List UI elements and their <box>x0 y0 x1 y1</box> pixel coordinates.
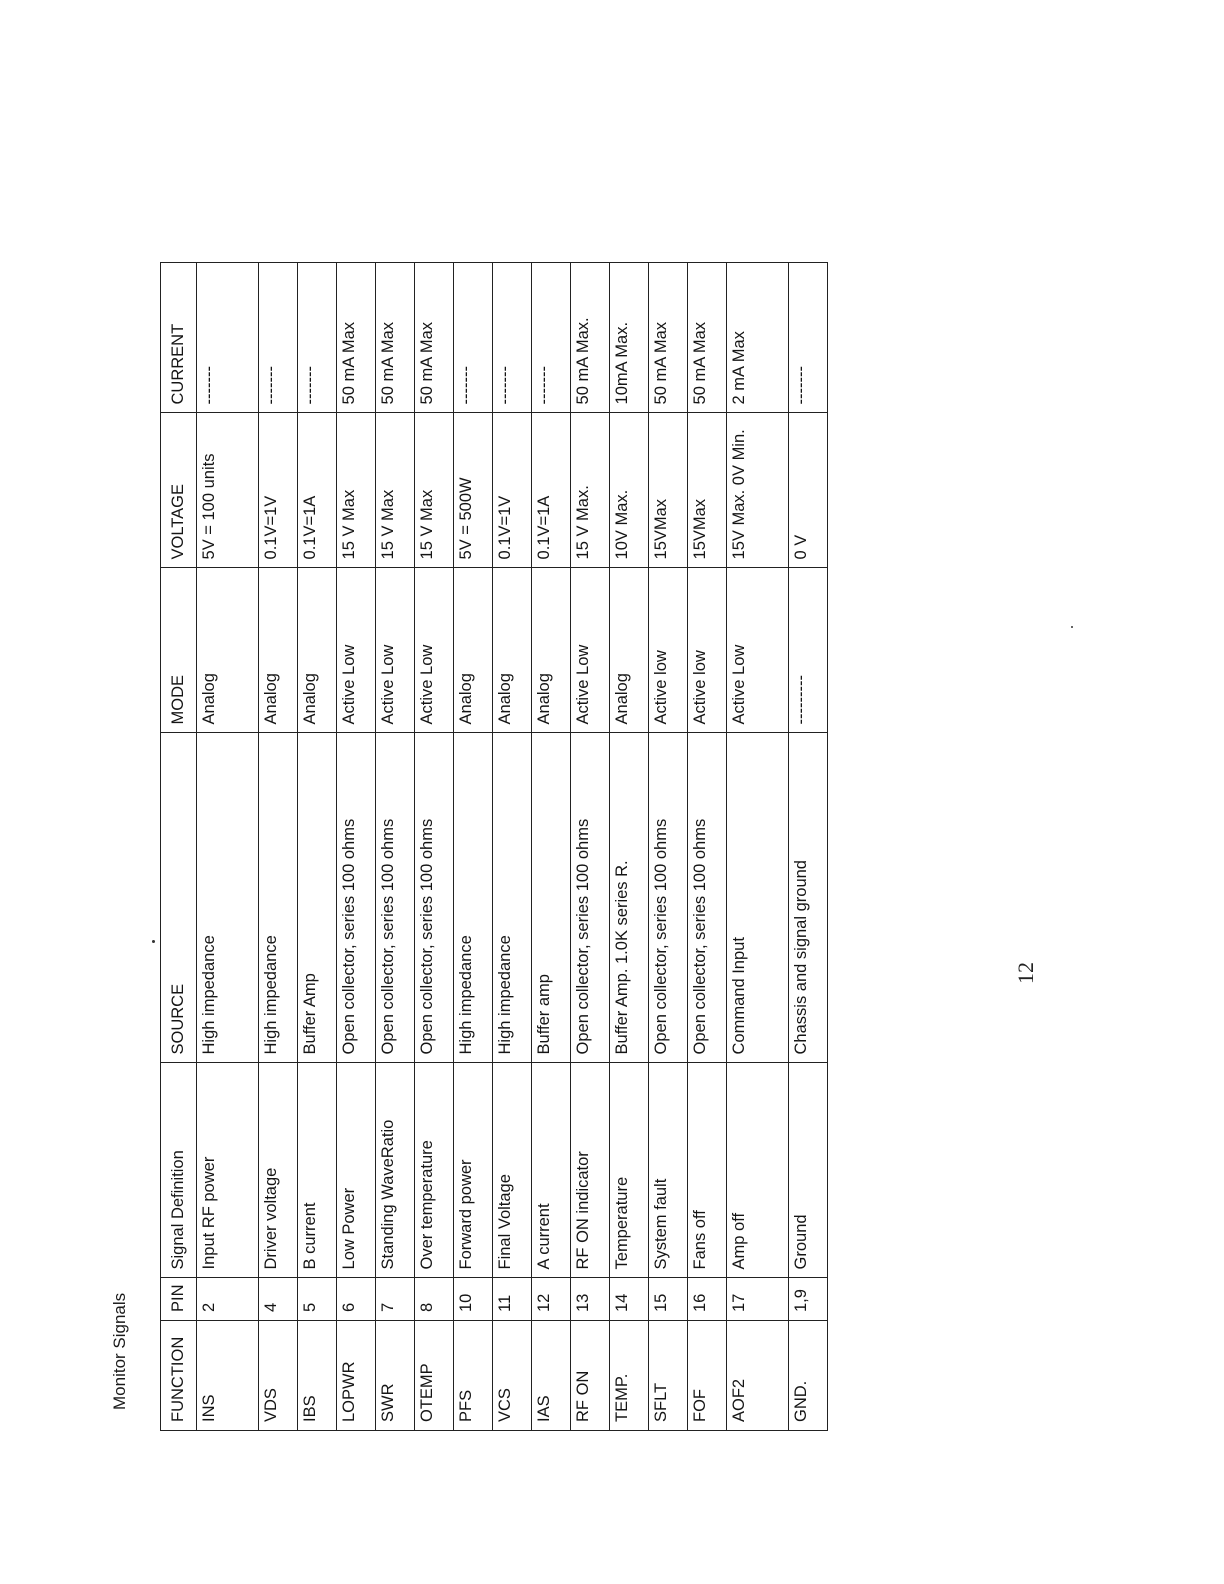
header-current: CURRENT <box>161 263 197 413</box>
header-voltage: VOLTAGE <box>161 413 197 568</box>
cell-current: ------- <box>259 263 298 413</box>
page-title: Monitor Signals <box>110 1292 129 1410</box>
cell-function: GND. <box>789 1321 828 1431</box>
cell-current: ------- <box>197 263 259 413</box>
cell-voltage: 15VMax <box>688 413 727 568</box>
cell-source: High impedance <box>454 733 493 1063</box>
cell-voltage: 5V = 100 units <box>197 413 259 568</box>
cell-signal-definition: Forward power <box>454 1063 493 1278</box>
table-row <box>532 263 571 1431</box>
table-row <box>259 263 298 1431</box>
cell-source: Open collector, series 100 ohms <box>337 733 376 1063</box>
cell-voltage: 0.1V=1V <box>493 413 532 568</box>
cell-mode: Active Low <box>337 568 376 733</box>
rotated-content <box>110 130 900 1450</box>
cell-voltage: 15 V Max <box>337 413 376 568</box>
cell-source: Chassis and signal ground <box>789 733 828 1063</box>
cell-pin: 8 <box>415 1278 454 1321</box>
table-row <box>337 263 376 1431</box>
cell-source: Open collector, series 100 ohms <box>415 733 454 1063</box>
cell-pin: 2 <box>197 1278 259 1321</box>
cell-pin: 16 <box>688 1278 727 1321</box>
cell-signal-definition: Over temperature <box>415 1063 454 1278</box>
header-mode: MODE <box>161 568 197 733</box>
cell-function: SWR <box>376 1321 415 1431</box>
table-row <box>727 263 789 1431</box>
cell-source: Command Input <box>727 733 789 1063</box>
cell-signal-definition: Ground <box>789 1063 828 1278</box>
table-row <box>493 263 532 1431</box>
cell-signal-definition: Fans off <box>688 1063 727 1278</box>
cell-function: FOF <box>688 1321 727 1431</box>
cell-pin: 6 <box>337 1278 376 1321</box>
cell-mode: Active Low <box>376 568 415 733</box>
cell-voltage: 10V Max. <box>610 413 649 568</box>
cell-pin: 7 <box>376 1278 415 1321</box>
cell-current: 50 mA Max <box>415 263 454 413</box>
cell-signal-definition: RF ON indicator <box>571 1063 610 1278</box>
cell-current: 50 mA Max <box>688 263 727 413</box>
cell-function: TEMP. <box>610 1321 649 1431</box>
table-row <box>415 263 454 1431</box>
cell-mode: Analog <box>298 568 337 733</box>
monitor-signals-table <box>160 262 828 1431</box>
cell-pin: 12 <box>532 1278 571 1321</box>
cell-pin: 11 <box>493 1278 532 1321</box>
cell-signal-definition: Low Power <box>337 1063 376 1278</box>
cell-signal-definition: Amp off <box>727 1063 789 1278</box>
cell-mode: Analog <box>454 568 493 733</box>
cell-voltage: 0 V <box>789 413 828 568</box>
table-row <box>610 263 649 1431</box>
cell-function: AOF2 <box>727 1321 789 1431</box>
cell-voltage: 5V = 500W <box>454 413 493 568</box>
cell-function: OTEMP <box>415 1321 454 1431</box>
cell-mode: Active low <box>688 568 727 733</box>
cell-signal-definition: Driver voltage <box>259 1063 298 1278</box>
cell-voltage: 15 V Max <box>415 413 454 568</box>
table-row <box>197 263 259 1431</box>
cell-voltage: 0.1V=1A <box>532 413 571 568</box>
cell-pin: 14 <box>610 1278 649 1321</box>
cell-source: Buffer Amp <box>298 733 337 1063</box>
cell-function: PFS <box>454 1321 493 1431</box>
table-header-row <box>161 263 197 1431</box>
cell-pin: 15 <box>649 1278 688 1321</box>
cell-current: ------- <box>532 263 571 413</box>
cell-voltage: 15 V Max. <box>571 413 610 568</box>
table-row <box>571 263 610 1431</box>
header-source: SOURCE <box>161 733 197 1063</box>
cell-function: IBS <box>298 1321 337 1431</box>
cell-current: ------- <box>454 263 493 413</box>
cell-voltage: 0.1V=1V <box>259 413 298 568</box>
cell-signal-definition: Input RF power <box>197 1063 259 1278</box>
table-row <box>688 263 727 1431</box>
cell-source: Buffer amp <box>532 733 571 1063</box>
cell-mode: Active Low <box>415 568 454 733</box>
cell-pin: 4 <box>259 1278 298 1321</box>
cell-current: ------- <box>789 263 828 413</box>
cell-function: VCS <box>493 1321 532 1431</box>
cell-source: Open collector, series 100 ohms <box>571 733 610 1063</box>
cell-mode: Active Low <box>727 568 789 733</box>
table-body <box>197 263 828 1431</box>
cell-signal-definition: Temperature <box>610 1063 649 1278</box>
cell-current: 50 mA Max. <box>571 263 610 413</box>
table-row <box>298 263 337 1431</box>
cell-current: 2 mA Max <box>727 263 789 413</box>
header-pin: PIN <box>161 1278 197 1321</box>
cell-source: Open collector, series 100 ohms <box>376 733 415 1063</box>
cell-voltage: 0.1V=1A <box>298 413 337 568</box>
table-row <box>376 263 415 1431</box>
cell-function: IAS <box>532 1321 571 1431</box>
cell-function: SFLT <box>649 1321 688 1431</box>
cell-function: RF ON <box>571 1321 610 1431</box>
cell-mode: Active low <box>649 568 688 733</box>
cell-source: High impedance <box>493 733 532 1063</box>
cell-signal-definition: B current <box>298 1063 337 1278</box>
header-function: FUNCTION <box>161 1321 197 1431</box>
scan-speck <box>1071 626 1073 628</box>
cell-source: Buffer Amp. 1.0K series R. <box>610 733 649 1063</box>
cell-signal-definition: A current <box>532 1063 571 1278</box>
cell-function: INS <box>197 1321 259 1431</box>
cell-source: High impedance <box>259 733 298 1063</box>
table-row <box>789 263 828 1431</box>
cell-current: ------- <box>493 263 532 413</box>
cell-mode: Analog <box>259 568 298 733</box>
cell-mode: Analog <box>197 568 259 733</box>
cell-mode: Active Low <box>571 568 610 733</box>
page-number: 12 <box>1013 962 1038 984</box>
cell-signal-definition: Final Voltage <box>493 1063 532 1278</box>
cell-mode: Analog <box>493 568 532 733</box>
cell-function: LOPWR <box>337 1321 376 1431</box>
cell-signal-definition: Standing WaveRatio <box>376 1063 415 1278</box>
cell-voltage: 15 V Max <box>376 413 415 568</box>
cell-current: 10mA Max. <box>610 263 649 413</box>
cell-pin: 13 <box>571 1278 610 1321</box>
cell-voltage: 15VMax <box>649 413 688 568</box>
cell-function: VDS <box>259 1321 298 1431</box>
cell-current: ------- <box>298 263 337 413</box>
cell-pin: 1,9 <box>789 1278 828 1321</box>
scan-speck <box>152 940 155 943</box>
cell-pin: 17 <box>727 1278 789 1321</box>
cell-mode: Analog <box>532 568 571 733</box>
cell-pin: 5 <box>298 1278 337 1321</box>
cell-mode: --------- <box>789 568 828 733</box>
cell-pin: 10 <box>454 1278 493 1321</box>
table-row <box>649 263 688 1431</box>
cell-source: Open collector, series 100 ohms <box>688 733 727 1063</box>
cell-current: 50 mA Max <box>376 263 415 413</box>
cell-current: 50 mA Max <box>649 263 688 413</box>
cell-signal-definition: System fault <box>649 1063 688 1278</box>
cell-mode: Analog <box>610 568 649 733</box>
table-row <box>454 263 493 1431</box>
cell-voltage: 15V Max. 0V Min. <box>727 413 789 568</box>
cell-source: Open collector, series 100 ohms <box>649 733 688 1063</box>
header-signal-definition: Signal Definition <box>161 1063 197 1278</box>
cell-source: High impedance <box>197 733 259 1063</box>
cell-current: 50 mA Max <box>337 263 376 413</box>
